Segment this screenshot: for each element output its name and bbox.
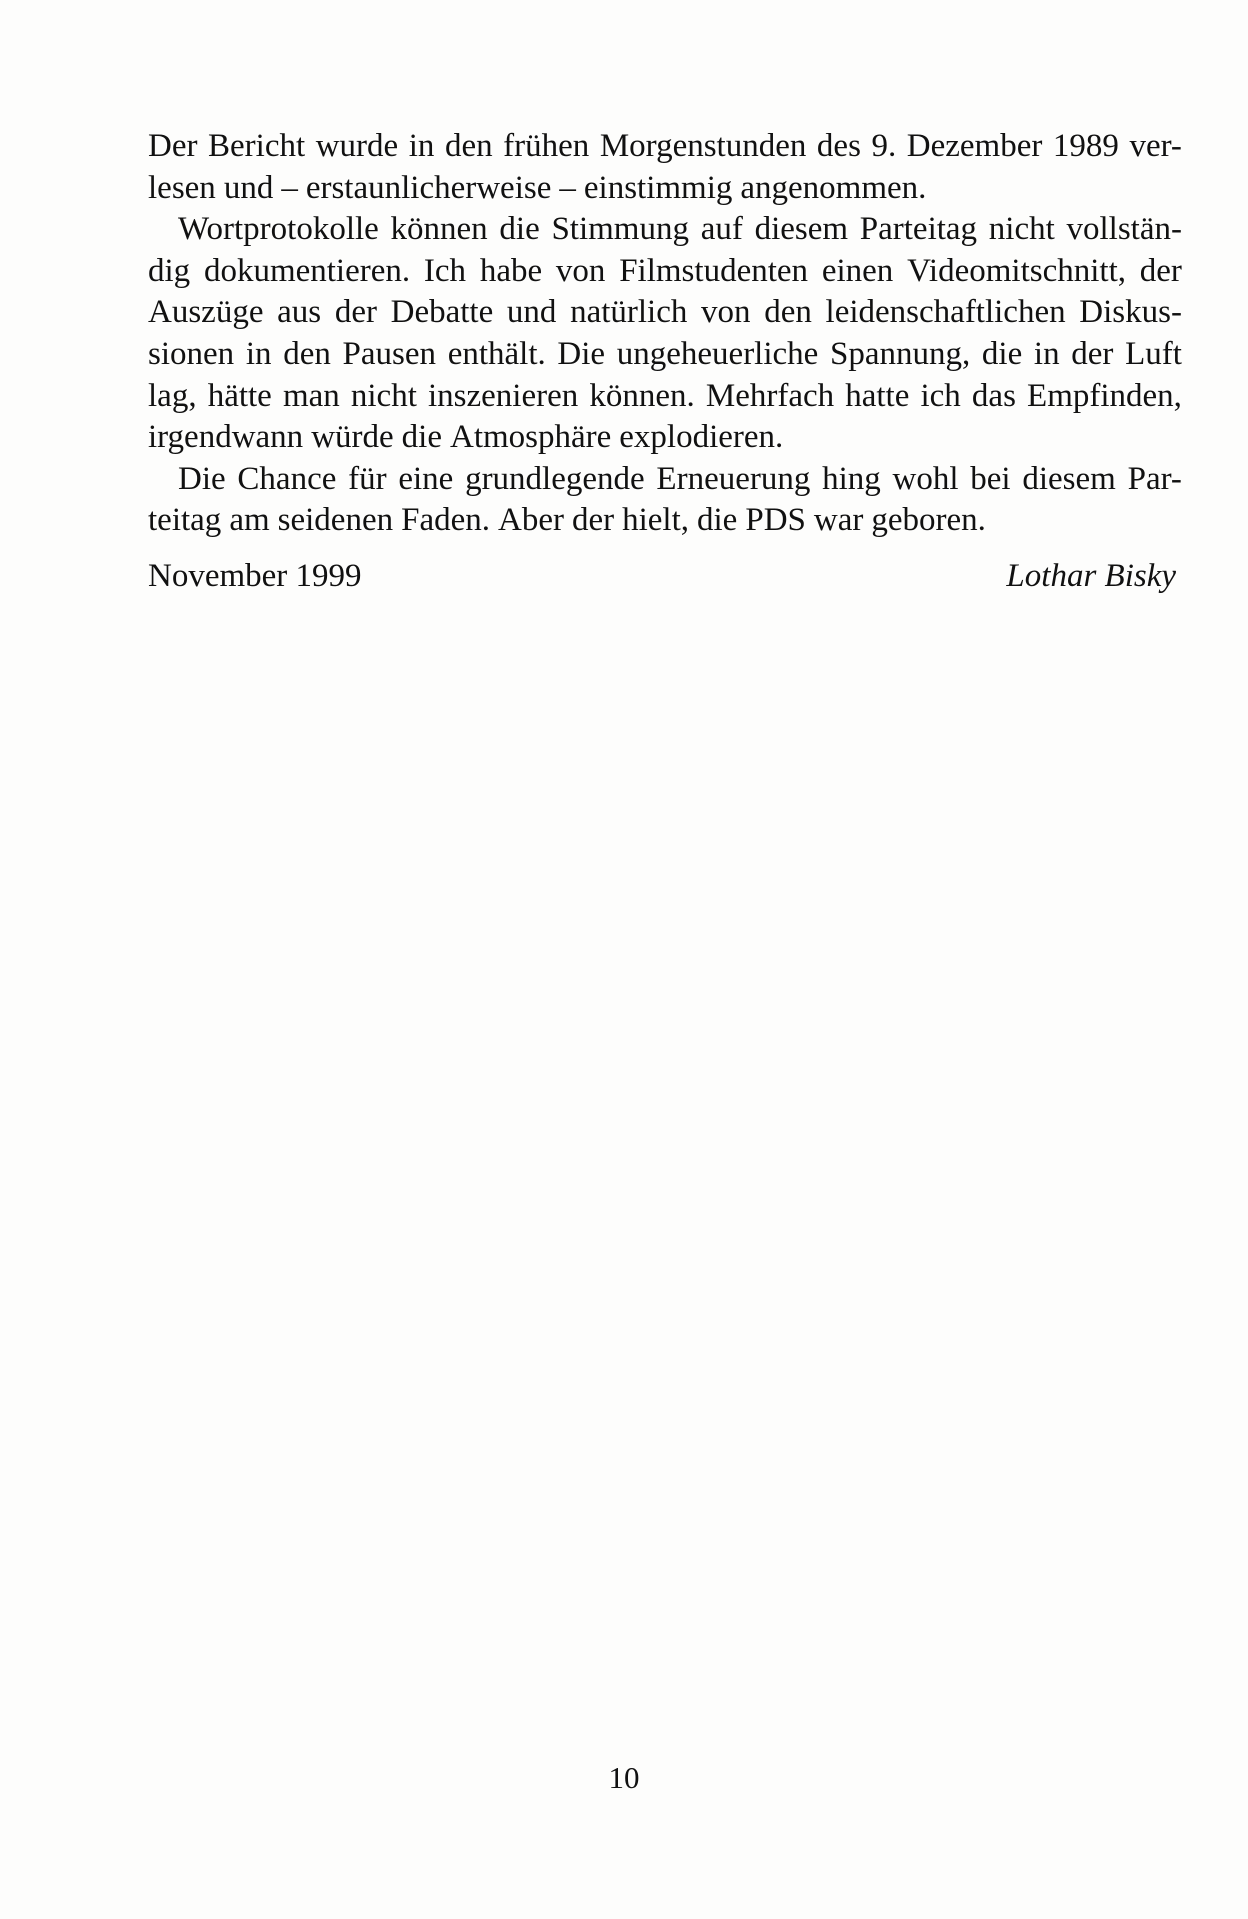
word: eine [398,460,454,497]
word: bei [970,460,1011,497]
word: Stimmung [551,211,689,248]
word: in [408,128,435,164]
word: in [1033,335,1060,372]
text-line [148,292,1182,334]
word: Bericht [208,128,306,164]
word: den [283,335,331,372]
word: den [764,294,812,331]
word: ich [920,377,961,414]
word: Pausen [342,335,437,372]
word: natürlich [570,294,688,331]
word: hätte [207,377,272,414]
word: Luft [1125,335,1182,372]
author-signature: Lothar Bisky [1006,558,1176,594]
word: können [390,211,488,248]
word: man [282,377,340,414]
word: Mehrfach [705,377,835,414]
word: dig [148,252,191,289]
text-line [148,168,1182,210]
word: habe [479,252,543,289]
word: Auszüge [148,294,264,331]
word: und [223,169,274,206]
word: Dezember [906,128,1043,164]
word: lag, [148,377,197,414]
word: aus [277,294,322,331]
word: geboren. [871,502,986,539]
word: irgendwann [148,419,304,456]
word: leidenschaftlichen [825,294,1066,331]
word: hielt, [622,502,690,539]
word: von [701,294,751,331]
text-line [148,251,1182,293]
body-text [148,126,1182,542]
word: Filmstudenten [619,252,809,289]
word: vollstän- [1066,211,1182,248]
word: von [555,252,606,289]
word: teitag [148,502,222,539]
word: sionen [148,335,235,372]
word: Par- [1127,460,1182,497]
text-line [148,376,1182,418]
word: war [813,502,864,539]
word: Erneuerung [656,460,811,497]
word: die [401,419,442,456]
word: das [971,377,1016,414]
word: Chance [237,460,337,497]
word: Diskus- [1079,294,1182,331]
word: Parteitag [859,211,978,248]
word: angenommen. [740,169,927,206]
word: Morgenstunden [599,128,807,164]
word: dokumentieren. [203,252,411,289]
word: Der [148,128,198,164]
word: Spannung, [829,335,971,372]
word: ver- [1129,128,1182,164]
word: – [559,169,576,206]
word: die [981,335,1023,372]
word: Empfinden, [1027,377,1182,414]
word: – [281,169,298,206]
word: können. [589,377,695,414]
word: in [245,335,272,372]
page-number: 10 [608,1760,640,1795]
word: die [697,502,738,539]
word: der [571,502,615,539]
word: inszenieren [427,377,579,414]
word: hatte [845,377,910,414]
word: Videomitschnitt, [907,252,1126,289]
word: Die [178,460,226,497]
word: diesem [754,211,849,248]
word: Atmosphäre [449,419,612,456]
word: Faden. [401,502,490,539]
word: einen [821,252,894,289]
word: des [816,128,861,164]
word: 1989 [1052,128,1119,164]
word: erstaunlicherweise [305,169,552,206]
closing-line [148,555,1182,597]
word: hing [822,460,881,497]
text-line [148,126,1182,168]
word: Die [557,335,606,372]
word: ungeheuerliche [616,335,819,372]
word: wurde [315,128,399,164]
word: auf [700,211,743,248]
word: Wortprotokolle [178,211,379,248]
word: Ich [423,252,467,289]
word: enthält. [447,335,546,372]
word: frühen [503,128,590,164]
word: der [1139,252,1182,289]
closing-date: November 1999 [148,558,362,594]
word: würde [311,419,394,456]
word: Aber [498,502,564,539]
word: seidenen [277,502,394,539]
word: den [444,128,493,164]
word: nicht [350,377,417,414]
text-line [148,500,1182,542]
word: explodieren. [619,419,784,456]
word: die [499,211,540,248]
word: der [1071,335,1114,372]
text-line [148,417,1182,459]
word: PDS [745,502,806,539]
word: diesem [1022,460,1116,497]
word: lesen [148,169,216,206]
text-line [148,334,1182,376]
word: grundlegende [465,460,645,497]
word: 9. [871,128,897,164]
word: wohl [892,460,959,497]
word: und [506,294,557,331]
word: der [334,294,377,331]
word: einstimmig [583,169,733,206]
text-line [148,459,1182,501]
word: nicht [988,211,1055,248]
text-line [148,209,1182,251]
word: am [229,502,270,539]
word: Debatte [390,294,494,331]
word: für [348,460,387,497]
